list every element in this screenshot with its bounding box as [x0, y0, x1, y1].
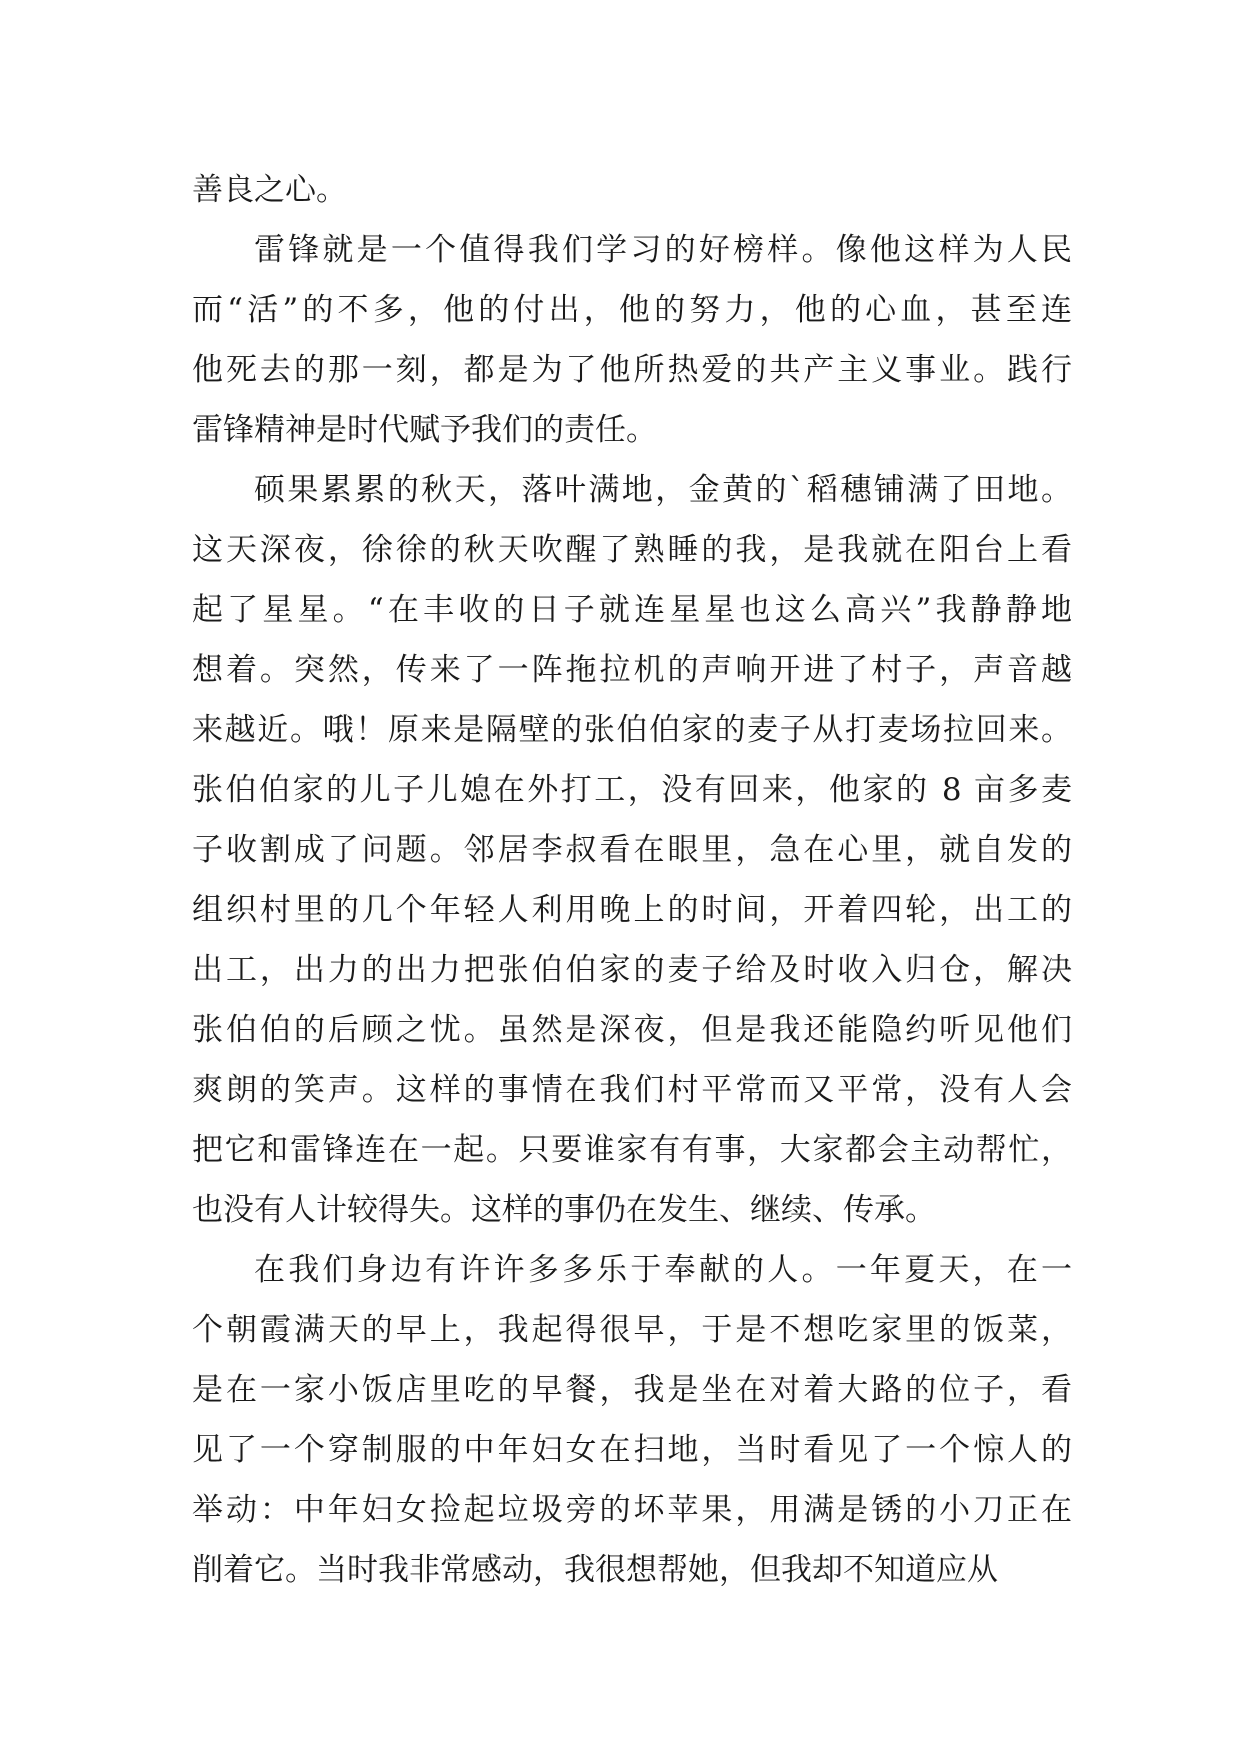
- text-line: 见了一个穿制服的中年妇女在扫地，当时看见了一个惊人的: [192, 1432, 1072, 1468]
- body-text: [192, 160, 1072, 1600]
- text-line: 也没有人计较得失。这样的事仍在发生、继续、传承。: [192, 1192, 936, 1228]
- text-line: 雷锋精神是时代赋予我们的责任。: [192, 412, 657, 448]
- paragraph: [192, 220, 1072, 460]
- text-line: 而“活”的不多，他的付出，他的努力，他的心血，甚至连: [192, 292, 1072, 328]
- text-line: 起了星星。“在丰收的日子就连星星也这么高兴”我静静地: [192, 592, 1072, 628]
- text-line: 来越近。哦！原来是隔壁的张伯伯家的麦子从打麦场拉回来。: [192, 712, 1072, 748]
- text-line: 想着。突然，传来了一阵拖拉机的声响开进了村子，声音越: [192, 652, 1072, 688]
- text-line: 举动：中年妇女捡起垃圾旁的坏苹果，用满是锈的小刀正在: [192, 1492, 1072, 1528]
- text-line: 善良之心。: [192, 172, 347, 208]
- text-line: 他死去的那一刻，都是为了他所热爱的共产主义事业。践行: [192, 352, 1072, 388]
- text-line: 把它和雷锋连在一起。只要谁家有有事，大家都会主动帮忙，: [192, 1132, 1072, 1168]
- paragraph: [192, 460, 1072, 1240]
- text-line: 雷锋就是一个值得我们学习的好榜样。像他这样为人民: [254, 232, 1072, 268]
- text-line: 个朝霞满天的早上，我起得很早，于是不想吃家里的饭菜，: [192, 1312, 1072, 1348]
- text-line: 在我们身边有许许多多乐于奉献的人。一年夏天，在一: [254, 1252, 1072, 1288]
- paragraph: [192, 160, 1072, 220]
- paragraph: [192, 1240, 1072, 1600]
- text-line: 张伯伯的后顾之忧。虽然是深夜，但是我还能隐约听见他们: [192, 1012, 1072, 1048]
- text-line: 爽朗的笑声。这样的事情在我们村平常而又平常，没有人会: [192, 1072, 1072, 1108]
- text-line: 硕果累累的秋天，落叶满地，金黄的`稻穗铺满了田地。: [254, 472, 1072, 508]
- text-line: 组织村里的几个年轻人利用晚上的时间，开着四轮，出工的: [192, 892, 1072, 928]
- text-line: 张伯伯家的儿子儿媳在外打工，没有回来，他家的 8 亩多麦: [192, 772, 1072, 808]
- text-line: 是在一家小饭店里吃的早餐，我是坐在对着大路的位子，看: [192, 1372, 1072, 1408]
- text-line: 削着它。当时我非常感动，我很想帮她，但我却不知道应从: [192, 1552, 998, 1588]
- text-line: 子收割成了问题。邻居李叔看在眼里，急在心里，就自发的: [192, 832, 1072, 868]
- text-line: 这天深夜，徐徐的秋天吹醒了熟睡的我，是我就在阳台上看: [192, 532, 1072, 568]
- text-line: 出工，出力的出力把张伯伯家的麦子给及时收入归仓，解决: [192, 952, 1072, 988]
